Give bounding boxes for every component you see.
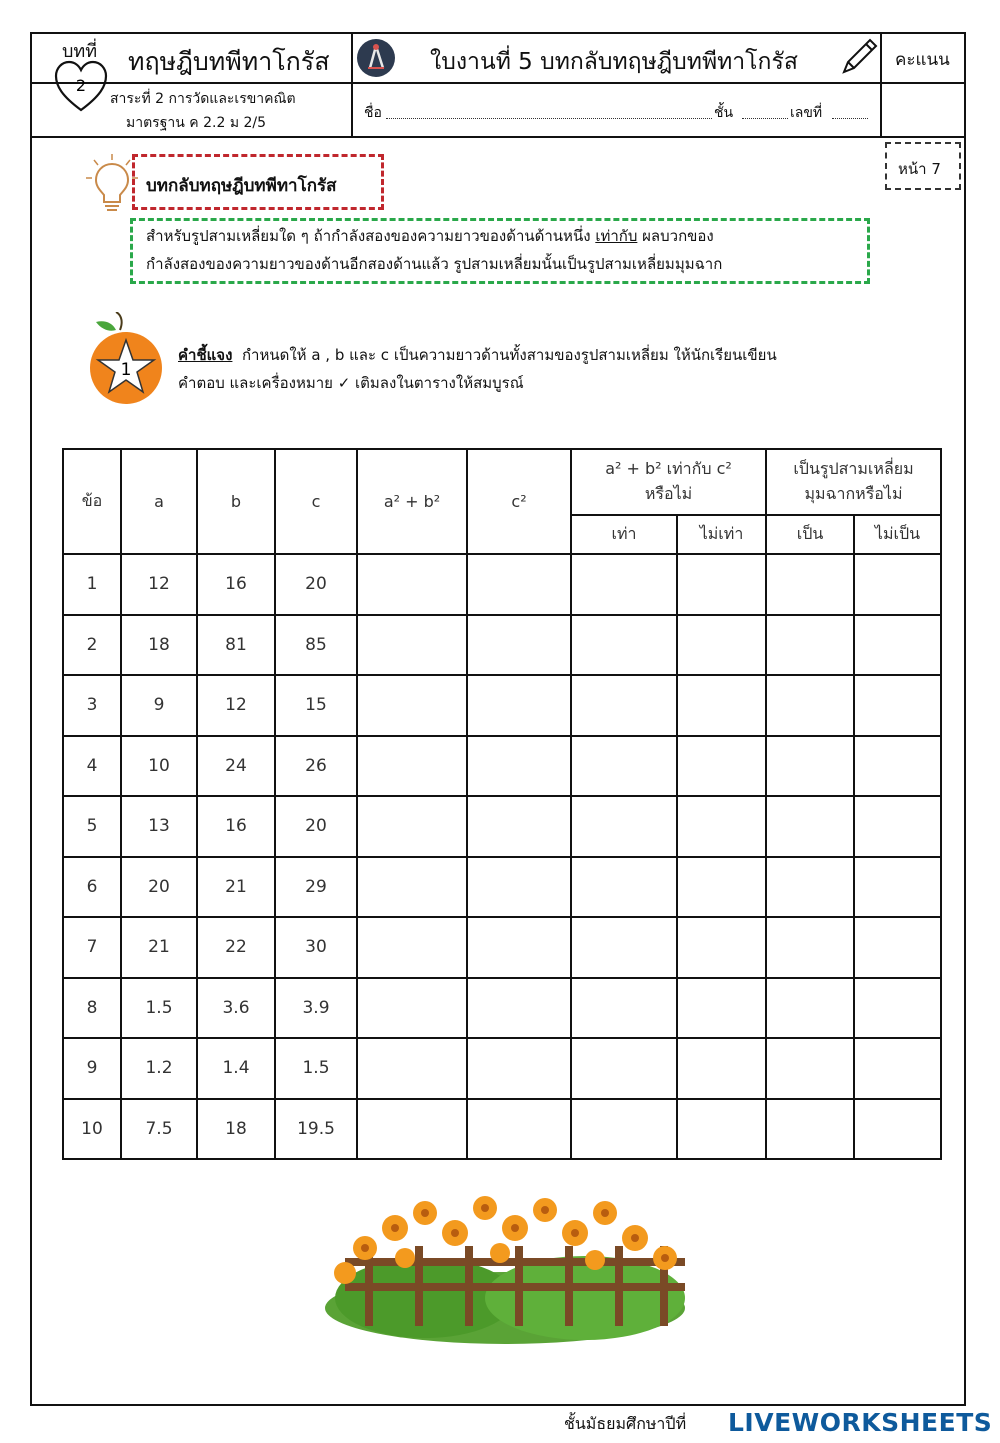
cell-a: 1.2 [121,1038,197,1099]
col-header-c: c [275,449,357,554]
answer-cell-equal[interactable] [571,1099,677,1160]
cell-c: 1.5 [275,1038,357,1099]
cell-c: 3.9 [275,978,357,1039]
class-label: ชั้น [714,105,734,121]
cell-b: 3.6 [197,978,275,1039]
topic-title: ทฤษฎีบทพีทาโกรัส [128,47,330,76]
answer-cell-is-not-right[interactable] [854,917,941,978]
summary-title: บทกลับทฤษฎีบทพีทาโกรัส [146,176,337,196]
answer-cell-not-equal[interactable] [677,1038,766,1099]
answer-cell-c-squared[interactable] [467,554,571,615]
lesson-number: 2 [75,76,87,95]
col-header-a: a [121,449,197,554]
answer-cell-not-equal[interactable] [677,796,766,857]
col-header-right-triangle-question: เป็นรูปสามเหลี่ยม มุมฉากหรือไม่ [766,449,941,515]
answer-cell-is-right[interactable] [766,1099,854,1160]
answer-table-wrap [62,448,942,1160]
answer-cell-is-right[interactable] [766,554,854,615]
answer-cell-equal[interactable] [571,917,677,978]
heart-icon [52,58,110,114]
cell-no: 2 [63,615,121,676]
answer-cell-c-squared[interactable] [467,796,571,857]
cell-no: 6 [63,857,121,918]
cell-no: 10 [63,1099,121,1160]
answer-cell-is-not-right[interactable] [854,796,941,857]
cell-c: 19.5 [275,1099,357,1160]
answer-cell-c-squared[interactable] [467,615,571,676]
cell-b: 12 [197,675,275,736]
answer-cell-c-squared[interactable] [467,1038,571,1099]
answer-cell-equal[interactable] [571,675,677,736]
cell-b: 16 [197,796,275,857]
answer-cell-not-equal[interactable] [677,736,766,797]
cell-c: 30 [275,917,357,978]
answer-cell-not-equal[interactable] [677,917,766,978]
answer-cell-not-equal[interactable] [677,1099,766,1160]
cell-c: 20 [275,554,357,615]
answer-cell-is-right[interactable] [766,736,854,797]
answer-cell-is-not-right[interactable] [854,1038,941,1099]
answer-cell-sum-squares[interactable] [357,1038,467,1099]
liveworksheets-logo[interactable]: LIVEWORKSHEETS [728,1408,993,1437]
answer-cell-not-equal[interactable] [677,554,766,615]
table-row [63,736,941,797]
cell-a: 13 [121,796,197,857]
answer-cell-equal[interactable] [571,796,677,857]
answer-cell-is-right[interactable] [766,1038,854,1099]
cell-c: 15 [275,675,357,736]
answer-cell-is-right[interactable] [766,796,854,857]
theorem-line-1: สำหรับรูปสามเหลี่ยมใด ๆ ถ้ากำลังสองของความยาวของด้านด้านหนึ่ง เท่ากับ ผลบวกของ [146,227,714,245]
answer-cell-is-right[interactable] [766,857,854,918]
name-label: ชื่อ [364,105,382,121]
header-divider [351,32,353,138]
cell-no: 1 [63,554,121,615]
col-header-no: ข้อ [63,449,121,554]
standard-text: มาตรฐาน ค 2.2 ม 2/5 [126,115,267,131]
answer-cell-is-not-right[interactable] [854,1099,941,1160]
answer-cell-is-not-right[interactable] [854,857,941,918]
answer-table [62,448,942,1160]
instruction-line-2: คำตอบ และเครื่องหมาย ✓ เติมลงในตารางให้สมบูรณ์ [178,374,524,392]
answer-cell-not-equal[interactable] [677,978,766,1039]
page-label: หน้า 7 [898,160,941,178]
answer-cell-is-right[interactable] [766,978,854,1039]
answer-cell-is-not-right[interactable] [854,554,941,615]
answer-cell-is-right[interactable] [766,917,854,978]
col-header-is-not: ไม่เป็น [854,515,941,554]
col-header-equal-question: a² + b² เท่ากับ c² หรือไม่ [571,449,766,515]
cell-b: 16 [197,554,275,615]
table-row [63,917,941,978]
answer-cell-is-not-right[interactable] [854,675,941,736]
col-header-not-equal: ไม่เท่า [677,515,766,554]
answer-cell-c-squared[interactable] [467,675,571,736]
answer-cell-equal[interactable] [571,736,677,797]
cell-c: 85 [275,615,357,676]
cell-c: 20 [275,796,357,857]
answer-cell-sum-squares[interactable] [357,736,467,797]
answer-cell-not-equal[interactable] [677,675,766,736]
compass-icon [356,38,396,78]
col-header-sum-squares: a² + b² [357,449,467,554]
table-row [63,1099,941,1160]
answer-cell-is-not-right[interactable] [854,978,941,1039]
instruction-line-1: คำชี้แจง กำหนดให้ a , b และ c เป็นความยาวด้านทั้งสามของรูปสามเหลี่ยม ให้นักเรียนเขียน [178,346,777,364]
cell-no: 4 [63,736,121,797]
answer-cell-c-squared[interactable] [467,978,571,1039]
cell-b: 24 [197,736,275,797]
answer-cell-c-squared[interactable] [467,857,571,918]
answer-cell-c-squared[interactable] [467,917,571,978]
theorem-line-2: กำลังสองของความยาวของด้านอีกสองด้านแล้ว รูปสามเหลี่ยมนั้นเป็นรูปสามเหลี่ยมมุมฉาก [146,255,723,273]
cell-b: 22 [197,917,275,978]
cell-a: 10 [121,736,197,797]
cell-a: 18 [121,615,197,676]
answer-cell-not-equal[interactable] [677,615,766,676]
answer-cell-not-equal[interactable] [677,857,766,918]
cell-no: 5 [63,796,121,857]
header-divider [880,32,882,138]
instruction-badge: 1 [120,360,132,380]
cell-c: 29 [275,857,357,918]
cell-b: 81 [197,615,275,676]
answer-cell-c-squared[interactable] [467,736,571,797]
table-row [63,554,941,615]
header-divider [30,82,966,84]
cell-no: 3 [63,675,121,736]
answer-cell-equal[interactable] [571,1038,677,1099]
cell-no: 8 [63,978,121,1039]
answer-cell-sum-squares[interactable] [357,1099,467,1160]
flower-garden-image [305,1188,705,1348]
answer-cell-sum-squares[interactable] [357,917,467,978]
answer-cell-equal[interactable] [571,554,677,615]
cell-b: 21 [197,857,275,918]
cell-a: 9 [121,675,197,736]
col-header-b: b [197,449,275,554]
table-row [63,615,941,676]
answer-cell-equal[interactable] [571,615,677,676]
answer-cell-is-right[interactable] [766,615,854,676]
table-row [63,857,941,918]
score-label: คะแนน [895,50,950,70]
cell-a: 7.5 [121,1099,197,1160]
answer-cell-c-squared[interactable] [467,1099,571,1160]
table-row [63,1038,941,1099]
name-field[interactable] [386,118,712,119]
answer-cell-equal[interactable] [571,978,677,1039]
col-header-equal: เท่า [571,515,677,554]
cell-a: 12 [121,554,197,615]
number-field[interactable] [832,118,868,119]
col-header-c-squared: c² [467,449,571,554]
answer-cell-sum-squares[interactable] [357,796,467,857]
answer-cell-equal[interactable] [571,857,677,918]
cell-c: 26 [275,736,357,797]
answer-cell-sum-squares[interactable] [357,978,467,1039]
cell-b: 1.4 [197,1038,275,1099]
answer-cell-is-right[interactable] [766,675,854,736]
class-field[interactable] [742,118,788,119]
footer-text: ชั้นมัธยมศึกษาปีที่ [564,1414,687,1433]
table-row [63,978,941,1039]
lesson-word: บทที่ [62,41,98,62]
cell-no: 9 [63,1038,121,1099]
answer-cell-sum-squares[interactable] [357,675,467,736]
strand-text: สาระที่ 2 การวัดและเรขาคณิต [110,91,296,107]
answer-cell-is-not-right[interactable] [854,736,941,797]
table-row [63,675,941,736]
answer-cell-sum-squares[interactable] [357,615,467,676]
cell-a: 20 [121,857,197,918]
cell-no: 7 [63,917,121,978]
col-header-is: เป็น [766,515,854,554]
number-label: เลขที่ [790,105,823,121]
answer-cell-sum-squares[interactable] [357,554,467,615]
cell-b: 18 [197,1099,275,1160]
pencil-icon [838,36,880,78]
answer-cell-is-not-right[interactable] [854,615,941,676]
worksheet-title: ใบงานที่ 5 บทกลับทฤษฎีบทพีทาโกรัส [430,49,798,75]
answer-cell-sum-squares[interactable] [357,857,467,918]
cell-a: 1.5 [121,978,197,1039]
cell-a: 21 [121,917,197,978]
table-row [63,796,941,857]
orange-star-icon [86,312,170,410]
